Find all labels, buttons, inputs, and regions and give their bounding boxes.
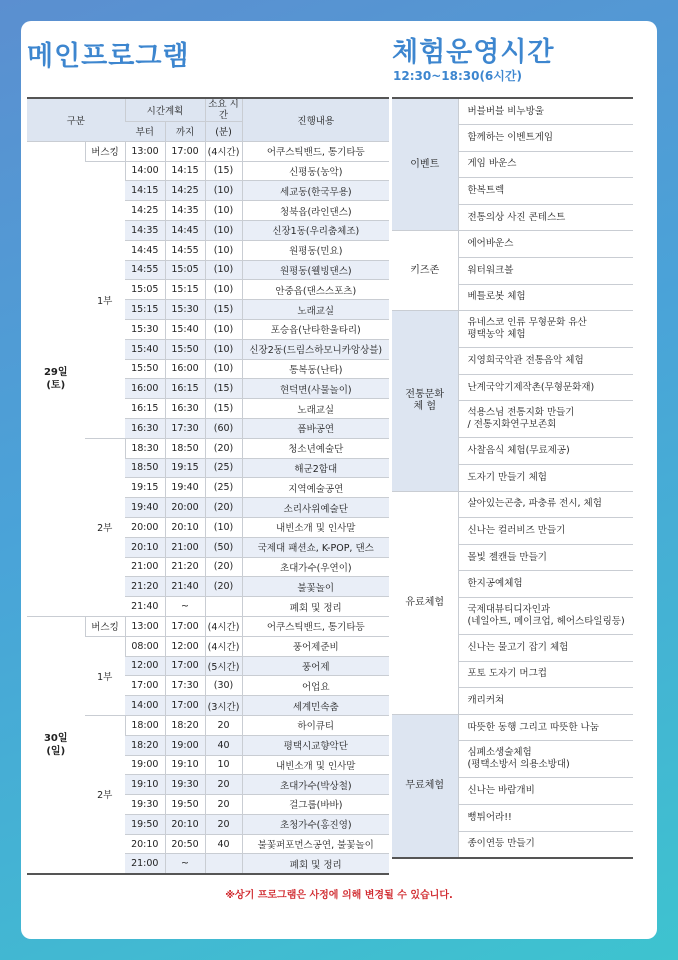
duration: (3시간) [205,696,242,716]
part-label: 버스킹 [85,616,125,636]
experience-item: 에어바운스 [458,231,633,258]
header-content: 진행내용 [242,98,389,141]
part-label: 버스킹 [85,141,125,161]
time-to: 14:15 [165,161,205,181]
experience-table [392,97,633,859]
program-content: 세계민속춤 [242,696,389,716]
time-from: 14:35 [125,220,165,240]
program-content: 포승읍(난타한울타리) [242,319,389,339]
experience-title: 체험운영시간 [392,37,555,68]
time-to: 16:15 [165,379,205,399]
program-content: 폐회 및 정리 [242,854,389,874]
duration: (10) [205,517,242,537]
time-from: 14:15 [125,181,165,201]
duration: (20) [205,438,242,458]
main-program-title: 메인프로그램 [27,41,190,72]
program-content: 하이큐티 [242,715,389,735]
duration: (20) [205,498,242,518]
program-content: 불꽃퍼포먼스공연, 불꽃놀이 [242,834,389,854]
time-to: 14:25 [165,181,205,201]
time-to: 19:15 [165,458,205,478]
program-content: 어쿠스틱밴드, 통기타등 [242,616,389,636]
time-from: 15:50 [125,359,165,379]
program-content: 안중읍(댄스스포츠) [242,280,389,300]
program-content: 청북읍(라인댄스) [242,201,389,221]
time-from: 08:00 [125,636,165,656]
program-content: 불꽃놀이 [242,577,389,597]
time-to: 19:30 [165,775,205,795]
duration: (4시간) [205,636,242,656]
main-schedule-table [27,97,389,875]
part-label: 1부 [85,161,125,438]
time-from: 19:40 [125,498,165,518]
header-time-plan: 시간계획 [125,98,205,122]
experience-item: 함께하는 이벤트게임 [458,125,633,152]
experience-item: 게임 바운스 [458,151,633,178]
time-from: 14:55 [125,260,165,280]
time-from: 19:00 [125,755,165,775]
experience-item: 전통의상 사진 콘테스트 [458,204,633,231]
time-to: 14:35 [165,201,205,221]
time-to: 20:50 [165,834,205,854]
duration [205,854,242,874]
program-content: 풍어제 [242,656,389,676]
experience-category: 이벤트 [392,98,458,231]
time-to: 19:50 [165,795,205,815]
experience-category: 무료체험 [392,714,458,857]
part-label: 1부 [85,636,125,715]
duration: (10) [205,201,242,221]
time-to: 19:10 [165,755,205,775]
experience-category: 전통문화 체 험 [392,311,458,491]
time-to: 19:00 [165,735,205,755]
program-content: 걸그룹(바바) [242,795,389,815]
program-content: 국제대 패션쇼, K-POP, 댄스 [242,537,389,557]
duration: (25) [205,478,242,498]
program-content: 지역예술공연 [242,478,389,498]
duration: (15) [205,379,242,399]
program-content: 어쿠스틱밴드, 통기타등 [242,141,389,161]
program-content: 노래교실 [242,300,389,320]
time-from: 15:30 [125,319,165,339]
duration: (25) [205,458,242,478]
time-from: 17:00 [125,676,165,696]
time-from: 14:25 [125,201,165,221]
experience-item: 한복트렉 [458,178,633,205]
time-to: 20:10 [165,814,205,834]
experience-item: 버블버블 비누방울 [458,98,633,125]
time-from: 21:00 [125,854,165,874]
time-to: 21:00 [165,537,205,557]
header-minutes: (분) [205,122,242,142]
time-from: 14:00 [125,161,165,181]
program-content: 청소년예술단 [242,438,389,458]
program-content: 평택시교향악단 [242,735,389,755]
program-content: 신장1동(우리춤체조) [242,220,389,240]
experience-item: 종이연등 만들기 [458,831,633,858]
time-to: 17:00 [165,616,205,636]
program-content: 신평동(농악) [242,161,389,181]
experience-body [392,98,633,858]
duration: (30) [205,676,242,696]
time-from: 13:00 [125,616,165,636]
duration: (15) [205,300,242,320]
duration: (20) [205,577,242,597]
time-from: 16:00 [125,379,165,399]
program-content: 원평동(웰빙댄스) [242,260,389,280]
program-content: 신장2동(드림스하모니카앙상블) [242,339,389,359]
time-from: 12:00 [125,656,165,676]
program-content: 폼바공연 [242,418,389,438]
list-item [392,714,633,741]
program-content: 통복동(난타) [242,359,389,379]
experience-item: 신나는 물고기 잡기 체험 [458,635,633,662]
time-from: 19:50 [125,814,165,834]
time-to: 15:30 [165,300,205,320]
day-label: 29일 (토) [27,141,85,616]
experience-category: 유료체험 [392,491,458,714]
list-item [392,311,633,348]
time-to: ~ [165,854,205,874]
experience-item: 워터워크볼 [458,258,633,285]
time-from: 21:20 [125,577,165,597]
experience-hours: 12:30~18:30(6시간) [393,69,522,83]
duration: (10) [205,181,242,201]
time-from: 19:10 [125,775,165,795]
experience-item: 도자기 만들기 체험 [458,465,633,492]
experience-item: 포토 도자기 머그컵 [458,661,633,688]
part-label: 2부 [85,438,125,616]
time-to: 18:20 [165,715,205,735]
experience-item: 국제대뷰티디자인과 (네일아트, 메이크업, 헤어스타일링등) [458,598,633,635]
time-to: 14:45 [165,220,205,240]
part-label: 2부 [85,715,125,873]
experience-item: 한지공예체험 [458,571,633,598]
time-from: 19:30 [125,795,165,815]
time-to: 17:30 [165,418,205,438]
program-content: 노래교실 [242,399,389,419]
experience-item: 사찰음식 체험(무료제공) [458,438,633,465]
time-from: 20:10 [125,834,165,854]
time-to: 21:20 [165,557,205,577]
duration: 10 [205,755,242,775]
program-content: 어업요 [242,676,389,696]
duration: (4시간) [205,141,242,161]
time-to: 15:05 [165,260,205,280]
time-to: 18:50 [165,438,205,458]
duration: (10) [205,339,242,359]
program-content: 초청가수(홍진영) [242,814,389,834]
time-to: 16:30 [165,399,205,419]
time-to: 15:50 [165,339,205,359]
table-row [27,616,389,636]
duration: 20 [205,775,242,795]
duration: (5시간) [205,656,242,676]
program-content: 내빈소개 및 인사말 [242,517,389,537]
experience-item: 심폐소생술체험 (평택소방서 의용소방대) [458,741,633,778]
time-from: 15:15 [125,300,165,320]
time-from: 16:30 [125,418,165,438]
program-content: 소리사위예술단 [242,498,389,518]
time-from: 20:10 [125,537,165,557]
program-content: 초대가수(박상철) [242,775,389,795]
list-item [392,231,633,258]
header-from: 부터 [125,122,165,142]
time-to: 17:00 [165,141,205,161]
experience-item: 따뜻한 동행 그리고 따뜻한 나눔 [458,714,633,741]
time-from: 18:50 [125,458,165,478]
duration: (15) [205,161,242,181]
program-content: 풍어제준비 [242,636,389,656]
time-from: 14:00 [125,696,165,716]
duration: (10) [205,280,242,300]
program-content: 원평동(민요) [242,240,389,260]
time-from: 13:00 [125,141,165,161]
time-to: 15:15 [165,280,205,300]
schedule-body [27,141,389,873]
time-from: 20:00 [125,517,165,537]
time-to: 12:00 [165,636,205,656]
header-category: 구분 [27,98,125,141]
program-content: 초대가수(우연이) [242,557,389,577]
time-from: 16:15 [125,399,165,419]
experience-item: 신나는 바람개비 [458,778,633,805]
time-to: 17:00 [165,696,205,716]
experience-item: 베틀로봇 체험 [458,284,633,311]
duration: (50) [205,537,242,557]
experience-item: 뻥튀어라!! [458,804,633,831]
time-from: 15:05 [125,280,165,300]
duration: (10) [205,240,242,260]
time-from: 19:15 [125,478,165,498]
program-content: 세교동(한국무용) [242,181,389,201]
header-to: 까지 [165,122,205,142]
duration: 20 [205,795,242,815]
experience-item: 캐리커쳐 [458,688,633,715]
duration: (10) [205,260,242,280]
list-item [392,98,633,125]
time-to: 15:40 [165,319,205,339]
duration: (15) [205,399,242,419]
experience-item: 지영희국악관 전통음악 체험 [458,348,633,375]
table-row [27,141,389,161]
duration: 40 [205,834,242,854]
time-from: 18:20 [125,735,165,755]
duration: (60) [205,418,242,438]
experience-category: 키즈존 [392,231,458,311]
experience-item: 신나는 컬러비즈 만들기 [458,518,633,545]
time-from: 14:45 [125,240,165,260]
time-to: 21:40 [165,577,205,597]
duration [205,597,242,617]
program-content: 내빈소개 및 인사말 [242,755,389,775]
time-from: 21:00 [125,557,165,577]
time-from: 15:40 [125,339,165,359]
time-to: ~ [165,597,205,617]
day-label: 30일 (일) [27,616,85,873]
time-from: 18:00 [125,715,165,735]
experience-item: 살아있는곤충, 파충류 전시, 체험 [458,491,633,518]
duration: 20 [205,814,242,834]
duration: 40 [205,735,242,755]
experience-item: 몰빛 젤캔들 만들기 [458,544,633,571]
time-to: 16:00 [165,359,205,379]
duration: (10) [205,220,242,240]
experience-item: 유네스코 인류 무형문화 유산 평택농악 체험 [458,311,633,348]
time-to: 20:00 [165,498,205,518]
header-duration: 소요 시간 [205,98,242,122]
time-to: 14:55 [165,240,205,260]
duration: 20 [205,715,242,735]
experience-item: 석용스님 전통지화 만들기 / 전통지화연구보존회 [458,401,633,438]
duration: (10) [205,319,242,339]
program-content: 폐회 및 정리 [242,597,389,617]
program-content: 현덕면(사물놀이) [242,379,389,399]
duration: (20) [205,557,242,577]
list-item [392,491,633,518]
time-from: 18:30 [125,438,165,458]
change-notice: ※상기 프로그램은 사정에 의해 변경될 수 있습니다. [225,890,453,901]
time-to: 17:00 [165,656,205,676]
time-from: 21:40 [125,597,165,617]
experience-item: 난계국악기제작촌(무형문화재) [458,374,633,401]
time-to: 19:40 [165,478,205,498]
duration: (4시간) [205,616,242,636]
time-to: 17:30 [165,676,205,696]
duration: (10) [205,359,242,379]
program-content: 해군2함대 [242,458,389,478]
time-to: 20:10 [165,517,205,537]
